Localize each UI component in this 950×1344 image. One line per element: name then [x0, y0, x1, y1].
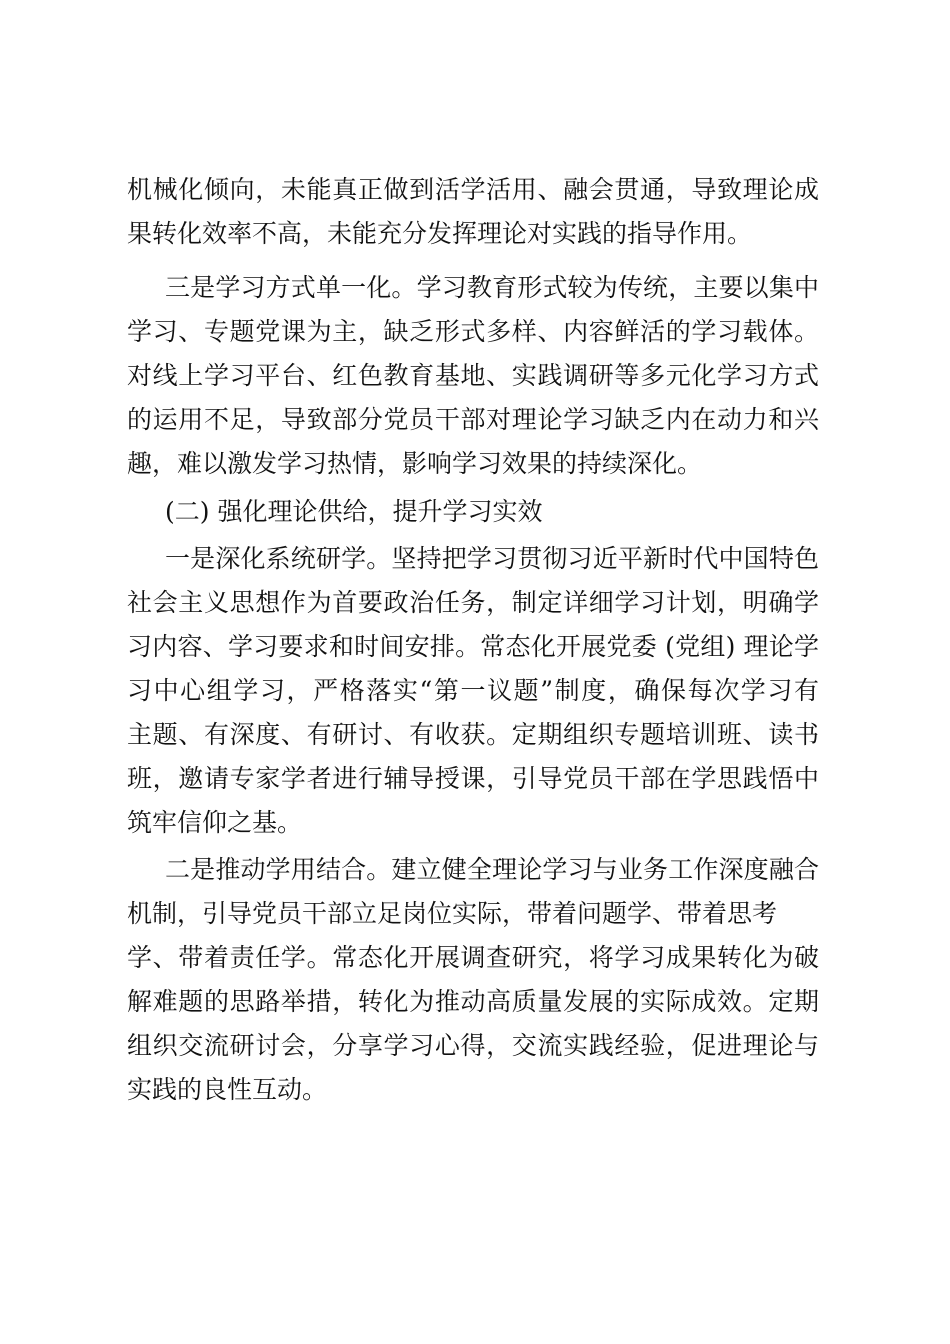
text-line-19: 解难题的思路举措，转化为推动高质量发展的实际成效。定期 [127, 987, 819, 1016]
text-line-17: 机制，引导党员干部立足岗位实际，带着问题学、带着思考 [127, 899, 778, 928]
text-line-20: 组织交流研讨会，分享学习心得，交流实践经验，促进理论与 [127, 1031, 819, 1060]
text-line-14: 班，邀请专家学者进行辅导授课，引导党员干部在学思践悟中 [127, 764, 819, 793]
section-heading: (二) 强化理论供给，提升学习实效 [165, 497, 543, 526]
paragraph-two-line-1: 二是推动学用结合。建立健全理论学习与业务工作深度融合 [165, 855, 819, 884]
text-line-1: 机械化倾向，未能真正做到活学活用、融会贯通，导致理论成 [127, 175, 819, 204]
paragraph-one-line-1: 一是深化系统研学。坚持把学习贯彻习近平新时代中国特色 [165, 544, 819, 573]
text-line-13: 主题、有深度、有研讨、有收获。定期组织专题培训班、读书 [127, 720, 819, 749]
text-line-11: 习内容、学习要求和时间安排。常态化开展党委 (党组) 理论学 [127, 632, 819, 661]
text-line-18: 学、带着责任学。常态化开展调查研究，将学习成果转化为破 [127, 943, 819, 972]
text-line-6: 的运用不足，导致部分党员干部对理论学习缺乏内在动力和兴 [127, 405, 819, 434]
text-line-21: 实践的良性互动。 [127, 1075, 328, 1104]
text-line-4: 学习、专题党课为主，缺乏形式多样、内容鲜活的学习载体。 [127, 317, 819, 346]
text-line-7: 趣，难以激发学习热情，影响学习效果的持续深化。 [127, 449, 703, 478]
text-line-2: 果转化效率不高，未能充分发挥理论对实践的指导作用。 [127, 219, 753, 248]
text-line-10: 社会主义思想作为首要政治任务，制定详细学习计划，明确学 [127, 588, 819, 617]
text-line-15: 筑牢信仰之基。 [127, 808, 303, 837]
paragraph-3-line-1: 三是学习方式单一化。学习教育形式较为传统，主要以集中 [165, 273, 819, 302]
text-line-12: 习中心组学习，严格落实“第一议题”制度，确保每次学习有 [127, 676, 819, 705]
text-line-5: 对线上学习平台、红色教育基地、实践调研等多元化学习方式 [127, 361, 819, 390]
